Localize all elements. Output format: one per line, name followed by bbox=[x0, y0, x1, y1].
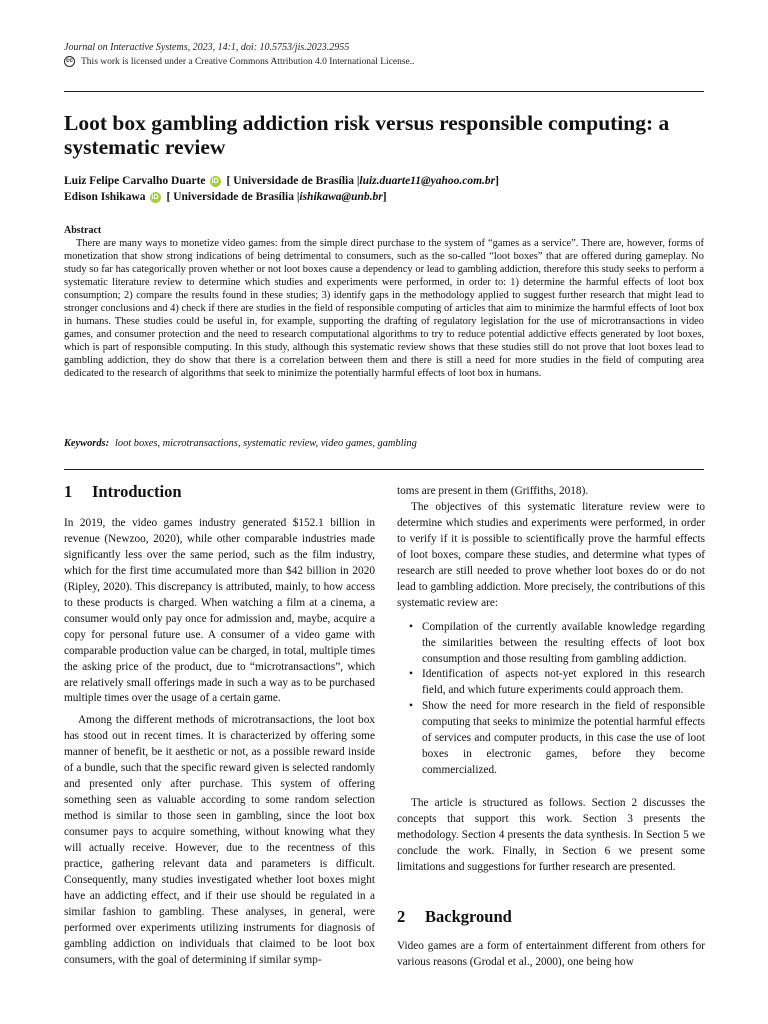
abstract-divider bbox=[64, 469, 704, 470]
list-item: • Identification of aspects not-yet explored in this research field, and which future experiments could approach them. bbox=[422, 667, 705, 699]
affiliation-close: ] bbox=[495, 175, 499, 187]
paper-title: Loot box gambling addiction risk versus responsible computing: a systematic review bbox=[64, 111, 670, 159]
list-item: • Show the need for more research in the field of responsible computing that seeks to minimize the potential harmful effects of services and computer products, in this case the use of loot boxes in electronic games, before they become commercialized. bbox=[422, 699, 705, 779]
contributions-list bbox=[397, 620, 705, 780]
abstract-heading: Abstract bbox=[64, 225, 102, 236]
background-paragraph-1: Video games are a form of entertainment different from others for various reasons (Grodal et al., 2000), one being how bbox=[397, 940, 705, 968]
author-email[interactable]: luiz.duarte11@yahoo.com.br bbox=[359, 175, 496, 187]
keywords-label: Keywords: bbox=[64, 438, 110, 449]
journal-citation: Journal on Interactive Systems, 2023, 14:1, doi: 10.5753/jis.2023.2955 bbox=[64, 42, 350, 53]
affiliation-close: ] bbox=[382, 191, 387, 203]
section-number: 1 bbox=[64, 482, 73, 501]
orcid-icon[interactable]: iD bbox=[151, 193, 159, 201]
intro-paragraph-3: The objectives of this systematic literature review were to determine which studies and experiments were performed, in order to verify if it is possible to scientifically prove the harmful effects of loot boxes, compare these studies, and determine what types of research are still needed to prove whether loot boxes do or do not lead to gambling addiction. More precisely, the contributions of this systematic review are: bbox=[397, 500, 705, 609]
intro-paragraph-2: Among the different methods of microtransactions, the loot box has stood out in recent times. It is characterized by offering some manner of benefit, be it aesthetic or not, as a possible reward inside of a bundle, such that the specific reward given is selected randomly and presented only after purchase. This system of offering something seen as valuable according to some random selection method is similar to those seen in gambling, since the loot box consumer pays to acquire something, without knowing what they will actually receive. However, due to the recentness of this practice, gathering relevant data and parameters is difficult. Consequently, many studies investigated whether loot boxes might have an addicting effect, and if their use should be regulated in a similar fashion to gambling. These analyses, in general, were performed over experiments utilizing instruments for diagnosis of gambling addiction on individuals that claimed to be loot box consumers, with the goal of determining if similar symp- bbox=[64, 714, 375, 966]
abstract-body: There are many ways to monetize video games: from the simple direct purchase to the system of “games as a service”. There are, however, forms of monetization that show strong indications of being detrimental to consumers, such as the so-called “loot boxes” that are offered during gameplay. No study so far has categorically proven whether or not loot boxes cause a dependency or lead to gambling addiction, therefore this study seeks to perform a systematic literature review to determine which studies and experiments were performed, in order to: 1) determine the harmful effects of loot box consumption; 2) compare the results found in these studies; 3) identify gaps in the methodology applied to suggest further research that might lead to stronger conclusions and 4) check if there are studies in the field of responsible computing of articles that aim to minimize the harmful effects of loot box in humans. These studies could be useful in, for example, supporting the drafting of regulatory legislation for the use of microtransactions in video games, and consumer protection and the need to research computational algorithms to try to reduce potential addictive effects generated by loot boxes, which is part of responsible computing. In this study, although this systematic review shows that these studies still do not prove that loot boxes lead to gambling addiction, they do show that there is a correlation between them and there is still a need for more studies in the field of computing area dedicated to the research of algorithms that seek to minimize the potentially harmful effects of loot box in humans. bbox=[64, 238, 704, 380]
keywords-list: loot boxes, microtransactions, systematic review, video games, gambling bbox=[115, 438, 417, 449]
author-2 bbox=[64, 191, 387, 203]
right-column-background bbox=[397, 939, 705, 971]
header-divider bbox=[64, 91, 704, 92]
intro-paragraph-1: In 2019, the video games industry generated $152.1 billion in revenue (Newzoo, 2020), while other comparable industries made significantly less over the same period, such as the film industry, which for the first time accumulated more than $42 billion in 2020 (Ripley, 2020). This discrepancy is attributed, mainly, to how access to these products is charged. When watching a film at a cinema, a consumer would only pay once for admission and, maybe, acquire a copy for personal future use. A consumer of a video game with comparable production value can be charged, in total, multiple times the asking price of the product, due to “microtransactions”, which are relatively small offerings made in such a way as to be purchased multiple times over the usage of a certain game. bbox=[64, 517, 375, 705]
orcid-icon[interactable]: iD bbox=[211, 177, 219, 185]
right-column-top bbox=[397, 484, 705, 779]
author-affiliation: [ Universidade de Brasília | bbox=[166, 191, 300, 203]
creative-commons-icon: cc bbox=[64, 56, 75, 67]
license-text[interactable]: This work is licensed under a Creative Commons Attribution 4.0 International License.. bbox=[81, 56, 415, 67]
section-heading-introduction bbox=[64, 482, 182, 502]
author-email[interactable]: ishikawa@unb.br bbox=[299, 191, 383, 203]
section-title: Background bbox=[425, 907, 512, 926]
license-line bbox=[64, 56, 414, 67]
author-name: Edison Ishikawa bbox=[64, 191, 146, 203]
author-affiliation: [ Universidade de Brasília | bbox=[226, 175, 360, 187]
intro-paragraph-2-continued: toms are present in them (Griffiths, 2018). bbox=[397, 485, 589, 497]
list-item: • Compilation of the currently available knowledge regarding the similarities between the resulting effects of loot box consumption and those resulting from gambling addiction. bbox=[422, 620, 705, 668]
left-column bbox=[64, 516, 375, 969]
author-name: Luiz Felipe Carvalho Duarte bbox=[64, 175, 206, 187]
intro-paragraph-4: The article is structured as follows. Section 2 discusses the concepts that support this work. Section 3 presents the methodology. Section 4 presents the data synthesis. In Section 5 we conclude the work. Finally, in Section 6 we present some limitations and suggestions for further research are presented. bbox=[397, 797, 705, 873]
section-title: Introduction bbox=[92, 482, 182, 501]
author-1 bbox=[64, 175, 499, 187]
section-number: 2 bbox=[397, 907, 406, 926]
section-heading-background bbox=[397, 907, 512, 927]
keywords bbox=[64, 438, 417, 449]
right-column-structure bbox=[397, 796, 705, 876]
